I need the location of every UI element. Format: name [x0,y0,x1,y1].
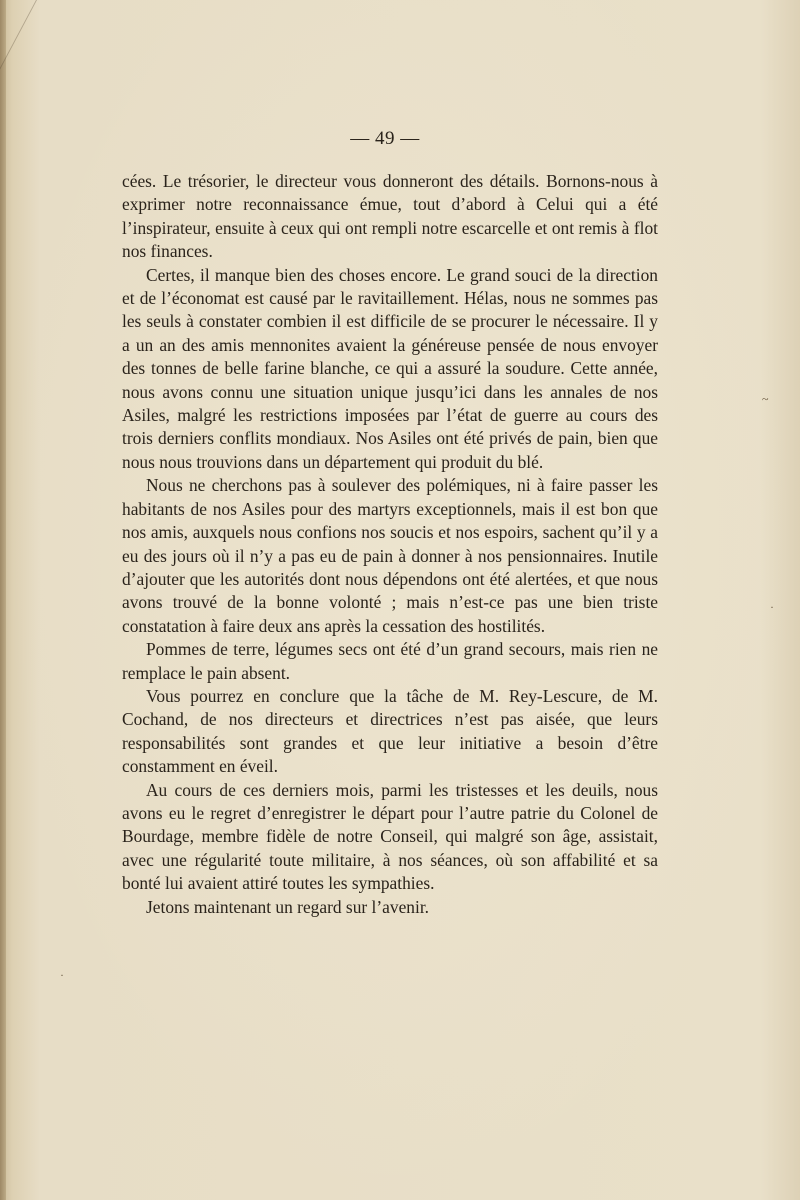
paper-speck: · [770,600,774,614]
body-text [122,170,658,919]
paragraph-1: cées. Le trésorier, le directeur vous donneront des détails. Bornons-nous à exprimer notre reconnaissance émue, tout d’abord à Celui qui a été l’inspirateur, ensuite à ceux qui ont rempli notre escarcelle et ont remis à flot nos finances. [122,171,658,262]
corner-fold-mark [0,0,97,90]
paragraph-2: Certes, il manque bien des choses encore. Le grand souci de la direction et de l’économat est causé par le ravitaillement. Hélas, nous ne sommes pas les seuls à constater combien il est difficile de se procurer le nécessaire. Il y a un an des amis mennonites avaient la généreuse pensée de nous envoyer des tonnes de belle farine blanche, ce qui a assuré la soudure. Cette année, nous avons connu une situation unique jusqu’ici dans les annales de nos Asiles, malgré les restrictions imposées par l’état de guerre au cours des trois derniers conflits mondiaux. Nos Asiles ont été privés de pain, bien que nous nous trouvions dans un département qui produit du blé. [122,264,658,472]
paragraph-4: Pommes de terre, légumes secs ont été d’un grand secours, mais rien ne remplace le pain absent. [122,639,658,683]
paragraph-3: Nous ne cherchons pas à soulever des polémiques, ni à faire passer les habitants de nos Asiles pour des martyrs exceptionnels, mais il est bon que nos amis, auxquels nous confions nos soucis et nos espoirs, sachent qu’il y a eu des jours où il n’y a pas eu de pain à donner à nos pensionnaires. Inutile d’ajouter que les autorités dont nous dépendons ont été alertées, et que nous avons trouvé de la bonne volonté ; mais n’est-ce pas une bien triste constatation à faire deux ans après la cessation des hostilités. [122,475,658,636]
paper-speck: ~ [762,392,769,406]
paragraph-5: Vous pourrez en conclure que la tâche de M. Rey-Lescure, de M. Cochand, de nos directeurs et directrices n’est pas aisée, que leurs responsabilités sont grandes et que leur initiative a besoin d’être constamment en éveil. [122,685,658,777]
page-binding-edge [0,0,6,1200]
page-number: — 49 — [350,128,420,149]
paragraph-7: Jetons maintenant un regard sur l’avenir. [146,896,429,917]
paper-speck: · [60,968,64,982]
paragraph-6: Au cours de ces derniers mois, parmi les tristesses et les deuils, nous avons eu le regret d’enregistrer le départ pour l’autre patrie du Colonel de Bourdage, membre fidèle de notre Conseil, qui malgré son âge, assistait, avec une régularité toute militaire, à nos séances, où son affabilité et sa bonté lui avaient attiré toutes les sympathies. [122,779,658,894]
